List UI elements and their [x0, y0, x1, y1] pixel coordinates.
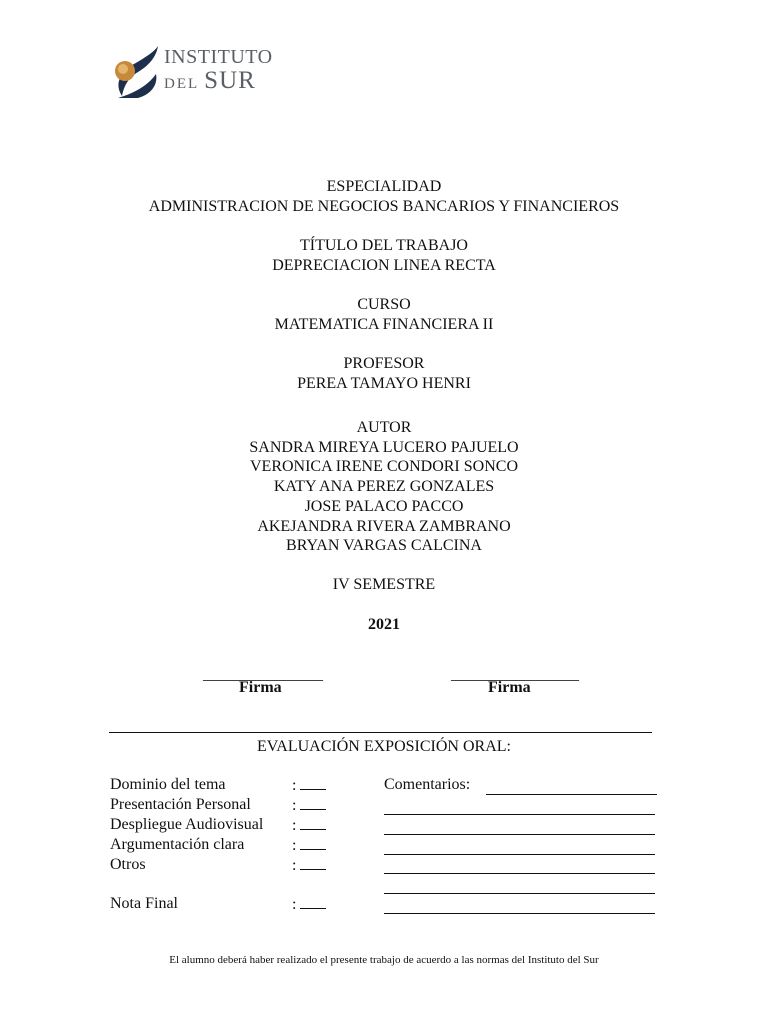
criterion-label: Despliegue Audiovisual	[110, 816, 264, 833]
score-blank	[300, 816, 326, 830]
semester: IV SEMESTRE	[332, 576, 436, 593]
professor-section	[0, 354, 768, 393]
criterion-label: Argumentación clara	[110, 836, 245, 853]
author-name: JOSE PALACO PACCO	[304, 497, 464, 515]
logo-emblem-icon	[112, 44, 162, 100]
footer-note: El alumno deberá haber realizado el presente trabajo de acuerdo a las normas del Instituto del Sur	[169, 954, 599, 966]
institute-logo	[112, 44, 282, 100]
score-blank	[300, 856, 326, 870]
year-section	[0, 615, 768, 635]
author-name: KATY ANA PEREZ GONZALES	[273, 478, 495, 496]
comment-line	[384, 814, 655, 815]
logo-line-2	[164, 68, 273, 97]
score-blank	[300, 895, 326, 909]
title-section	[0, 236, 768, 275]
criterion-label: Dominio del tema	[110, 776, 226, 793]
logo-word-del: DEL	[164, 76, 200, 92]
specialty-label: ESPECIALIDAD	[326, 178, 442, 195]
course-value: MATEMATICA FINANCIERA II	[274, 315, 494, 333]
criterion-score	[292, 776, 326, 795]
criterion-score	[292, 856, 326, 875]
author-label: AUTOR	[356, 419, 412, 436]
logo-wordmark	[164, 46, 273, 97]
semester-section	[0, 575, 768, 595]
score-colon: :	[292, 797, 297, 814]
score-blank	[300, 796, 326, 810]
specialty-value: ADMINISTRACION DE NEGOCIOS BANCARIOS Y FINANCIEROS	[148, 197, 620, 215]
score-blank	[300, 836, 326, 850]
criterion-score	[292, 816, 326, 835]
author-name: VERONICA IRENE CONDORI SONCO	[249, 458, 518, 476]
course-label: CURSO	[357, 296, 411, 313]
logo-line-1: INSTITUTO	[164, 46, 273, 68]
score-colon: :	[292, 837, 297, 854]
title-value: DEPRECIACION LINEA RECTA	[272, 256, 496, 274]
comment-line	[384, 913, 655, 914]
logo-word-sur: SUR	[204, 67, 256, 94]
author-name: BRYAN VARGAS CALCINA	[286, 537, 482, 555]
professor-label: PROFESOR	[343, 355, 425, 372]
title-label: TÍTULO DEL TRABAJO	[300, 237, 468, 254]
comments-label: Comentarios:	[384, 776, 471, 793]
final-grade-label: Nota Final	[110, 895, 178, 912]
criterion-score	[292, 796, 326, 815]
comments-line	[486, 794, 657, 795]
score-colon: :	[292, 857, 297, 874]
criterion-score	[292, 836, 326, 855]
evaluation-title: EVALUACIÓN EXPOSICIÓN ORAL:	[257, 738, 511, 755]
signature-line-right: ________________	[451, 666, 579, 683]
author-name: AKEJANDRA RIVERA ZAMBRANO	[257, 517, 511, 535]
course-section	[0, 295, 768, 334]
comment-line	[384, 834, 655, 835]
professor-value: PEREA TAMAYO HENRI	[297, 374, 471, 392]
author-section	[0, 418, 768, 556]
criterion-label: Otros	[110, 856, 146, 873]
comment-line	[384, 893, 655, 894]
specialty-section	[0, 177, 768, 216]
score-colon: :	[292, 777, 297, 794]
score-colon: :	[292, 896, 297, 913]
criterion-label: Presentación Personal	[110, 796, 251, 813]
final-grade-score	[292, 895, 326, 914]
comment-line	[384, 873, 655, 874]
signature-label-left: Firma	[239, 679, 282, 696]
score-colon: :	[292, 817, 297, 834]
score-blank	[300, 776, 326, 790]
signature-label-right: Firma	[488, 679, 531, 696]
comment-line	[384, 854, 655, 855]
signature-line-left: _______________	[203, 666, 323, 683]
evaluation-divider	[109, 732, 652, 733]
year: 2021	[368, 616, 400, 633]
author-name: SANDRA MIREYA LUCERO PAJUELO	[249, 438, 519, 456]
